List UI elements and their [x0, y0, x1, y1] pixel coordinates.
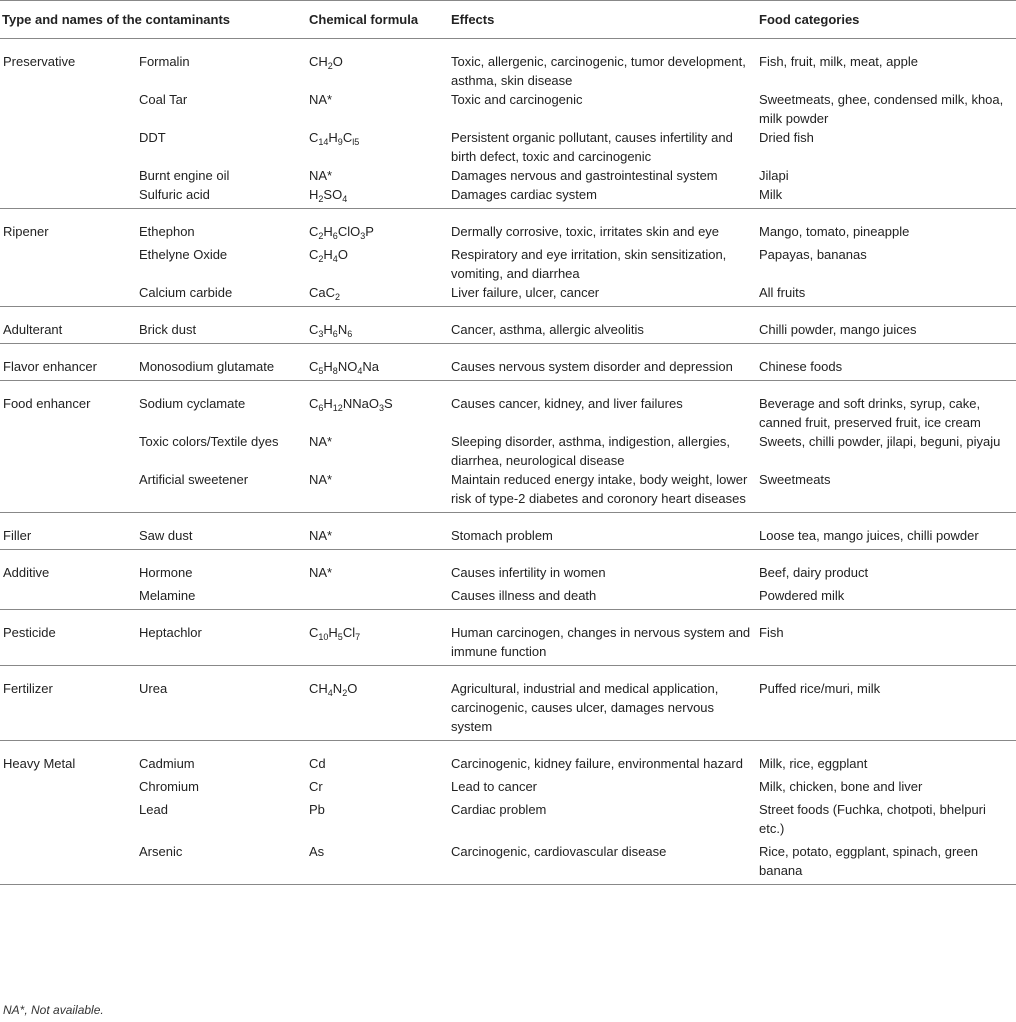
table-row: [0, 741, 1016, 774]
table-row: [0, 470, 1016, 513]
cell-name: Burnt engine oil: [139, 168, 230, 183]
cell-type: [0, 796, 135, 838]
formula-subscript: 4: [332, 254, 338, 264]
formula-part: NA*: [309, 434, 333, 449]
cell-name: Ethelyne Oxide: [139, 247, 228, 262]
formula-subscript: 2: [327, 61, 333, 71]
table-row: [0, 432, 1016, 470]
cell-effects: Carcinogenic, cardiovascular disease: [447, 838, 755, 885]
formula-part: NNaO: [342, 396, 379, 411]
cell-effects: Persistent organic pollutant, causes infertility and birth defect, toxic and carcinogenic: [451, 130, 733, 164]
cell-type: [0, 838, 135, 885]
table-header: [0, 1, 1016, 39]
formula-part: C: [309, 130, 319, 145]
table-row: [0, 796, 1016, 838]
cell-name: Cadmium: [139, 756, 195, 771]
table-row: [0, 39, 1016, 91]
formula-part: NA*: [309, 92, 333, 107]
table-row: [0, 773, 1016, 796]
formula-subscript: 6: [332, 329, 338, 339]
cell-type: Additive: [3, 565, 50, 580]
formula-part: H: [323, 359, 333, 374]
header-effects: Effects: [447, 1, 755, 39]
cell-formula: [305, 666, 447, 741]
cell-formula: [305, 550, 447, 583]
formula-subscript: 3: [378, 403, 384, 413]
table-row: [0, 166, 1016, 185]
formula-subscript: 6: [347, 329, 353, 339]
cell-food: Milk, chicken, bone and liver: [759, 779, 923, 794]
cell-food: Loose tea, mango juices, chilli powder: [755, 513, 1016, 550]
formula-subscript: 2: [342, 688, 348, 698]
cell-formula: [305, 432, 447, 470]
footnote: NA*, Not available.: [3, 1003, 104, 1017]
cell-effects: Human carcinogen, changes in nervous system and immune function: [447, 610, 755, 666]
cell-name: Heptachlor: [135, 610, 305, 666]
cell-food: Puffed rice/muri, milk: [755, 666, 1016, 741]
cell-type: [0, 128, 135, 166]
cell-type: [0, 432, 135, 470]
cell-type: Flavor enhancer: [0, 344, 135, 381]
formula-part: O: [332, 54, 343, 69]
cell-formula: [305, 283, 447, 307]
cell-name: Saw dust: [135, 513, 305, 550]
cell-effects: Dermally corrosive, toxic, irritates skin and eye: [451, 224, 720, 239]
formula-part: H: [323, 322, 333, 337]
formula-part: Na: [362, 359, 379, 374]
cell-effects: Causes cancer, kidney, and liver failures: [451, 396, 683, 411]
formula-subscript: 2: [318, 254, 324, 264]
table-row: [0, 90, 1016, 128]
cell-effects: Cardiac problem: [451, 802, 547, 817]
formula-subscript: 12: [332, 403, 343, 413]
cell-formula: [305, 241, 447, 283]
cell-name: Brick dust: [135, 307, 305, 344]
table-row: [0, 381, 1016, 433]
formula-part: N: [337, 322, 348, 337]
cell-name: Urea: [135, 666, 305, 741]
formula-subscript: l5: [352, 137, 360, 147]
formula-part: H: [323, 247, 333, 262]
formula-part: H: [323, 224, 333, 239]
cell-effects: Sleeping disorder, asthma, indigestion, allergies, diarrhea, neurological disease: [451, 434, 730, 468]
cell-formula: [305, 381, 447, 433]
formula-part: C: [309, 224, 319, 239]
cell-type: [0, 185, 135, 209]
cell-formula: [305, 773, 447, 796]
table-row: [0, 209, 1016, 242]
cell-type: [0, 283, 135, 307]
formula-part: NA*: [309, 168, 333, 183]
table-row: [0, 610, 1016, 666]
cell-type: [0, 582, 135, 610]
formula-part: C: [309, 625, 319, 640]
cell-food: Chinese foods: [755, 344, 1016, 381]
header-row: [0, 1, 1016, 39]
cell-food: Powdered milk: [755, 582, 1016, 610]
cell-effects: Stomach problem: [447, 513, 755, 550]
table-row: [0, 582, 1016, 610]
cell-type: Pesticide: [0, 610, 135, 666]
cell-formula: [305, 128, 447, 166]
formula-part: P: [365, 224, 374, 239]
formula-subscript: 2: [318, 231, 324, 241]
cell-effects: Lead to cancer: [451, 779, 538, 794]
formula-subscript: 10: [318, 632, 329, 642]
formula-subscript: 5: [337, 632, 343, 642]
cell-effects: Causes illness and death: [447, 582, 755, 610]
cell-food: Sweetmeats: [755, 470, 1016, 513]
cell-formula: [305, 582, 447, 610]
formula-subscript: 7: [355, 632, 361, 642]
cell-type: Food enhancer: [3, 396, 91, 411]
table-row: [0, 128, 1016, 166]
formula-subscript: 14: [318, 137, 329, 147]
formula-part: S: [383, 396, 393, 411]
formula-part: C: [309, 359, 319, 374]
cell-food: Fish: [755, 610, 1016, 666]
cell-type: [0, 241, 135, 283]
cell-type: Ripener: [3, 224, 49, 239]
header-type: Type and names of the contaminants: [0, 1, 305, 39]
formula-part: H: [328, 625, 338, 640]
cell-formula: [305, 838, 447, 885]
cell-food: Papayas, bananas: [759, 247, 867, 262]
table-row: [0, 283, 1016, 307]
header-food: Food categories: [755, 1, 1016, 39]
cell-name: Toxic colors/Textile dyes: [139, 434, 279, 449]
cell-effects: Liver failure, ulcer, cancer: [447, 283, 755, 307]
cell-type: [0, 470, 135, 513]
cell-effects: Maintain reduced energy intake, body weight, lower risk of type-2 diabetes and coronory heart diseases: [447, 470, 755, 513]
cell-name: DDT: [139, 130, 166, 145]
cell-type: Adulterant: [0, 307, 135, 344]
cell-formula: [305, 166, 447, 185]
cell-effects: Causes infertility in women: [451, 565, 606, 580]
cell-name: Ethephon: [139, 224, 195, 239]
table-row: [0, 838, 1016, 885]
formula-part: ClO: [337, 224, 361, 239]
cell-name: Lead: [139, 802, 168, 817]
cell-formula: [305, 513, 447, 550]
cell-name: Formalin: [139, 54, 190, 69]
cell-formula: [305, 209, 447, 242]
formula-part: NA*: [309, 565, 333, 580]
table-row: [0, 344, 1016, 381]
formula-subscript: 8: [332, 366, 338, 376]
cell-food: Street foods (Fuchka, chotpoti, bhelpuri etc.): [759, 802, 986, 836]
cell-food: Milk: [755, 185, 1016, 209]
cell-food: Mango, tomato, pineapple: [759, 224, 910, 239]
formula-subscript: 3: [360, 231, 366, 241]
formula-subscript: 3: [318, 329, 324, 339]
formula-part: O: [347, 681, 358, 696]
cell-type: Fertilizer: [0, 666, 135, 741]
cell-food: Sweets, chilli powder, jilapi, beguni, piyaju: [759, 434, 1001, 449]
cell-name: Monosodium glutamate: [135, 344, 305, 381]
cell-food: Beverage and soft drinks, syrup, cake, canned fruit, preserved fruit, ice cream: [759, 396, 981, 430]
cell-formula: [305, 39, 447, 91]
cell-formula: [305, 90, 447, 128]
cell-food: Beef, dairy product: [759, 565, 869, 580]
cell-food: Fish, fruit, milk, meat, apple: [759, 54, 918, 69]
cell-type: [0, 90, 135, 128]
cell-effects: Damages nervous and gastrointestinal system: [451, 168, 718, 183]
formula-subscript: 9: [337, 137, 343, 147]
cell-effects: Toxic, allergenic, carcinogenic, tumor development, asthma, skin disease: [451, 54, 746, 88]
cell-type: Preservative: [3, 54, 76, 69]
cell-formula: [305, 344, 447, 381]
formula-part: NA*: [309, 472, 333, 487]
cell-food: Milk, rice, eggplant: [759, 756, 868, 771]
cell-formula: [305, 185, 447, 209]
cell-effects: Causes nervous system disorder and depression: [447, 344, 755, 381]
cell-effects: Toxic and carcinogenic: [451, 92, 583, 107]
cell-formula: [305, 307, 447, 344]
formula-part: CH: [309, 681, 328, 696]
cell-type: Filler: [0, 513, 135, 550]
table-row: [0, 241, 1016, 283]
formula-part: H: [328, 130, 338, 145]
formula-part: Pb: [309, 802, 325, 817]
formula-part: NO: [337, 359, 358, 374]
cell-effects: Agricultural, industrial and medical application, carcinogenic, causes ulcer, damages nervous system: [447, 666, 755, 741]
formula-part: H: [323, 396, 333, 411]
cell-food: Chilli powder, mango juices: [755, 307, 1016, 344]
formula-subscript: 4: [357, 366, 363, 376]
cell-name: Coal Tar: [139, 92, 188, 107]
cell-effects: Carcinogenic, kidney failure, environmental hazard: [451, 756, 743, 771]
cell-name: Sodium cyclamate: [139, 396, 246, 411]
cell-name: Hormone: [139, 565, 193, 580]
formula-subscript: 6: [332, 231, 338, 241]
cell-formula: [305, 741, 447, 774]
table-row: [0, 185, 1016, 209]
formula-subscript: 4: [342, 194, 348, 204]
table-body: [0, 39, 1016, 885]
cell-formula: [305, 796, 447, 838]
formula-subscript: 2: [335, 292, 341, 302]
cell-name: Chromium: [139, 779, 199, 794]
table-row: [0, 513, 1016, 550]
formula-subscript: 4: [327, 688, 333, 698]
formula-part: CaC: [309, 285, 336, 300]
formula-subscript: 5: [318, 366, 324, 376]
cell-formula: [305, 610, 447, 666]
formula-part: Cr: [309, 779, 323, 794]
formula-part: SO: [323, 187, 343, 202]
table-row: [0, 666, 1016, 741]
cell-food: Sweetmeats, ghee, condensed milk, khoa, milk powder: [759, 92, 1004, 126]
formula-part: Cd: [309, 756, 326, 771]
cell-food: Rice, potato, eggplant, spinach, green banana: [755, 838, 1016, 885]
cell-food: All fruits: [755, 283, 1016, 307]
cell-effects: Cancer, asthma, allergic alveolitis: [447, 307, 755, 344]
formula-subscript: 2: [318, 194, 324, 204]
cell-name: Sulfuric acid: [135, 185, 305, 209]
formula-part: O: [337, 247, 348, 262]
cell-formula: [305, 470, 447, 513]
formula-part: C: [309, 396, 319, 411]
formula-part: NA*: [309, 528, 333, 543]
formula-part: CH: [309, 54, 328, 69]
cell-effects: Damages cardiac system: [447, 185, 755, 209]
header-formula: Chemical formula: [305, 1, 447, 39]
formula-part: C: [309, 322, 319, 337]
formula-subscript: 6: [318, 403, 324, 413]
formula-part: Cl: [342, 625, 356, 640]
cell-name: Artificial sweetener: [135, 470, 305, 513]
cell-food: Dried fish: [759, 130, 814, 145]
cell-name: Melamine: [135, 582, 305, 610]
table-row: [0, 307, 1016, 344]
formula-part: H: [309, 187, 319, 202]
cell-type: [0, 773, 135, 796]
table-row: [0, 550, 1016, 583]
cell-name: Arsenic: [135, 838, 305, 885]
cell-effects: Respiratory and eye irritation, skin sensitization, vomiting, and diarrhea: [451, 247, 727, 281]
formula-part: C: [342, 130, 353, 145]
formula-part: N: [332, 681, 343, 696]
cell-type: Heavy Metal: [3, 756, 76, 771]
cell-type: [0, 166, 135, 185]
cell-food: Jilapi: [759, 168, 789, 183]
cell-name: Calcium carbide: [135, 283, 305, 307]
formula-part: C: [309, 247, 319, 262]
formula-part: As: [309, 844, 325, 859]
